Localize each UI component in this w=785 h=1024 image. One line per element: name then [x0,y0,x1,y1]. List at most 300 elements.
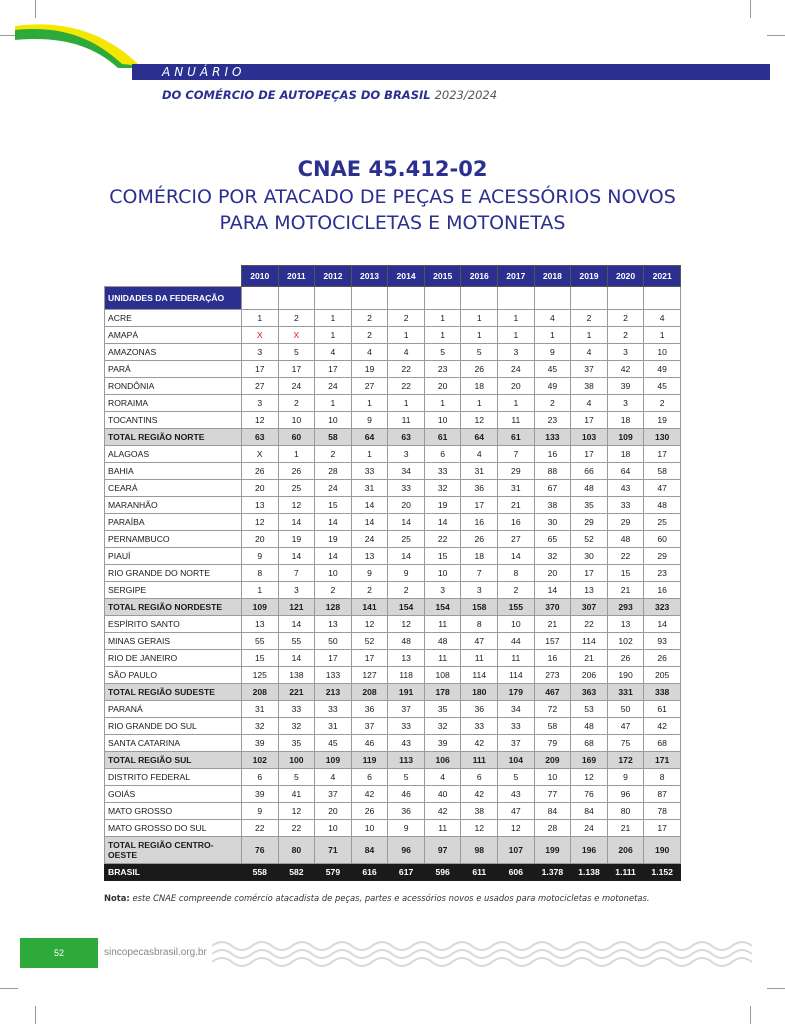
table-cell: 52 [351,633,388,650]
table-cell: 47 [644,480,681,497]
table-row [105,803,681,820]
table-cell: 17 [571,446,608,463]
table-cell: 12 [461,412,498,429]
table-cell: 206 [607,837,644,864]
table-cell: 6 [461,769,498,786]
table-cell: 14 [388,548,425,565]
row-label: MINAS GERAIS [105,633,242,650]
table-cell: 10 [424,565,461,582]
page-title: CNAE 45.412-02 [297,157,488,181]
table-row [105,769,681,786]
row-label: RIO GRANDE DO NORTE [105,565,242,582]
table-cell: 6 [242,769,279,786]
table-cell: 606 [498,864,535,881]
row-label: ESPÍRITO SANTO [105,616,242,633]
table-cell: 5 [278,344,315,361]
table-cell: 22 [607,548,644,565]
table-row [105,497,681,514]
table-cell: 617 [388,864,425,881]
table-cell: 2 [607,327,644,344]
year-header: 2013 [351,266,388,287]
table-row [105,735,681,752]
table-cell: 4 [388,344,425,361]
header-year: 2023/2024 [434,88,498,102]
table-cell: 29 [571,514,608,531]
table-cell: 58 [644,463,681,480]
table-row [105,395,681,412]
table-row [105,344,681,361]
table-cell: 18 [607,446,644,463]
table-cell: 55 [242,633,279,650]
table-cell: 11 [388,412,425,429]
table-cell: 21 [534,616,571,633]
table-cell: 13 [315,616,352,633]
table-cell: 169 [571,752,608,769]
table-cell: 16 [498,514,535,531]
table-cell: 15 [607,565,644,582]
row-label: TOTAL REGIÃO CENTRO-OESTE [105,837,242,864]
row-label: BAHIA [105,463,242,480]
table-cell: 32 [278,718,315,735]
table-cell: 17 [461,497,498,514]
row-label: PARANÁ [105,701,242,718]
table-cell: 38 [461,803,498,820]
table-cell: 119 [351,752,388,769]
table-cell: 50 [607,701,644,718]
table-cell: 221 [278,684,315,701]
table-row [105,616,681,633]
table-cell: 16 [644,582,681,599]
table-cell: 108 [424,667,461,684]
table-cell: 127 [351,667,388,684]
table-cell: 11 [424,650,461,667]
table-cell: 323 [644,599,681,616]
table-cell: 4 [571,395,608,412]
table-cell: 31 [315,718,352,735]
table-cell: 178 [424,684,461,701]
table-cell: 31 [498,480,535,497]
table-cell: 53 [571,701,608,718]
table-cell: 206 [571,667,608,684]
row-label: PERNAMBUCO [105,531,242,548]
table-cell: 26 [351,803,388,820]
table-cell: 34 [498,701,535,718]
table-cell: 3 [461,582,498,599]
table-cell: 47 [607,718,644,735]
table-cell: 14 [278,616,315,633]
table-cell: 118 [388,667,425,684]
table-cell: 96 [607,786,644,803]
year-header: 2017 [498,266,535,287]
table-cell: 1.152 [644,864,681,881]
table-cell: 42 [424,803,461,820]
table-note [104,893,650,903]
header-title: ANUÁRIO [162,65,246,79]
table-cell: 68 [644,735,681,752]
table-cell: 1 [351,395,388,412]
table-cell: 1 [461,310,498,327]
table-cell: 199 [534,837,571,864]
table-cell: 3 [242,395,279,412]
table-cell: 39 [242,786,279,803]
section-header-blank-cell [351,287,388,310]
table-cell: 10 [498,616,535,633]
table-cell: 46 [351,735,388,752]
table-cell: 17 [571,412,608,429]
table-cell: 190 [607,667,644,684]
table-row [105,565,681,582]
table-cell: X [278,327,315,344]
table-cell: 1 [644,327,681,344]
table-cell: 10 [351,820,388,837]
table-cell: 9 [534,344,571,361]
table-cell: 17 [278,361,315,378]
table-cell: 11 [498,412,535,429]
page-subtitle [0,184,785,236]
table-cell: 114 [571,633,608,650]
table-cell: 12 [388,616,425,633]
table-cell: 2 [351,327,388,344]
table-cell: 21 [571,650,608,667]
table-cell: 71 [315,837,352,864]
table-cell: 9 [388,820,425,837]
section-header-blank-cell [571,287,608,310]
row-label: BRASIL [105,864,242,881]
table-cell: 1 [571,327,608,344]
table-cell: 205 [644,667,681,684]
table-cell: 1 [498,310,535,327]
table-cell: 11 [424,616,461,633]
table-cell: 24 [571,820,608,837]
table-cell: 113 [388,752,425,769]
table-cell: 13 [242,616,279,633]
section-header-blank-cell [498,287,535,310]
region-total-row [105,837,681,864]
section-header-blank-cell [242,287,279,310]
table-cell: 27 [242,378,279,395]
table-cell: 37 [315,786,352,803]
table-cell: 121 [278,599,315,616]
note-label: Nota: [104,893,130,903]
table-cell: 109 [607,429,644,446]
section-header-blank-cell [644,287,681,310]
table-cell: X [242,327,279,344]
table-cell: 66 [571,463,608,480]
table-cell: 19 [424,497,461,514]
table-cell: 154 [388,599,425,616]
table-cell: 13 [242,497,279,514]
table-cell: 36 [461,701,498,718]
table-row [105,327,681,344]
table-cell: 12 [498,820,535,837]
table-cell: 43 [498,786,535,803]
table-cell: 5 [278,769,315,786]
table-cell: 23 [644,565,681,582]
table-cell: 293 [607,599,644,616]
table-cell: 14 [278,548,315,565]
section-header-blank-cell [388,287,425,310]
section-header-row [105,287,681,310]
table-cell: 24 [278,378,315,395]
table-cell: 52 [571,531,608,548]
table-row [105,446,681,463]
table-cell: 338 [644,684,681,701]
table-cell: 19 [351,361,388,378]
table-cell: 31 [351,480,388,497]
year-header: 2011 [278,266,315,287]
table-cell: 50 [315,633,352,650]
table-cell: 19 [278,531,315,548]
header-subtitle [162,88,497,102]
section-header-blank-cell [278,287,315,310]
table-cell: 43 [607,480,644,497]
table-cell: 42 [607,361,644,378]
table-cell: 79 [534,735,571,752]
row-label: TOTAL REGIÃO SUDESTE [105,684,242,701]
row-label: RORAIMA [105,395,242,412]
table-cell: 18 [607,412,644,429]
table-row [105,480,681,497]
table-cell: 4 [351,344,388,361]
table-cell: 467 [534,684,571,701]
table-cell: 20 [498,378,535,395]
table-cell: 363 [571,684,608,701]
table-cell: 4 [315,769,352,786]
table-cell: 47 [498,803,535,820]
table-cell: 26 [644,650,681,667]
table-cell: 12 [278,497,315,514]
table-cell: 12 [278,803,315,820]
table-cell: 35 [424,701,461,718]
row-label: MATO GROSSO [105,803,242,820]
table-cell: 12 [242,412,279,429]
table-cell: 209 [534,752,571,769]
table-cell: 22 [424,531,461,548]
year-header: 2016 [461,266,498,287]
table-cell: 9 [351,412,388,429]
table-cell: 26 [242,463,279,480]
table-cell: 30 [571,548,608,565]
table-cell: 17 [315,361,352,378]
table-row [105,463,681,480]
table-cell: 33 [424,463,461,480]
table-cell: 98 [461,837,498,864]
table-cell: 4 [571,344,608,361]
table-cell: 5 [498,769,535,786]
table-cell: 1.138 [571,864,608,881]
page-number: 52 [54,948,65,958]
table-cell: 1 [498,327,535,344]
page-subtitle-line-2: PARA MOTOCICLETAS E MOTONETAS [219,212,566,234]
table-cell: 48 [644,497,681,514]
table-cell: 20 [534,565,571,582]
table-cell: 76 [571,786,608,803]
table-cell: 63 [388,429,425,446]
table-cell: 3 [607,344,644,361]
table-cell: 97 [424,837,461,864]
table-cell: 32 [424,718,461,735]
table-row [105,701,681,718]
table-cell: 48 [607,531,644,548]
table-cell: 15 [315,497,352,514]
table-cell: 370 [534,599,571,616]
table-cell: 1 [498,395,535,412]
row-label: PARÁ [105,361,242,378]
table-cell: 172 [607,752,644,769]
table-cell: 60 [278,429,315,446]
table-cell: 17 [351,650,388,667]
table-cell: 29 [498,463,535,480]
table-cell: 88 [534,463,571,480]
table-cell: 2 [571,310,608,327]
table-cell: 20 [424,378,461,395]
row-label: TOTAL REGIÃO SUL [105,752,242,769]
table-cell: 14 [351,514,388,531]
table-cell: 36 [461,480,498,497]
table-cell: X [242,446,279,463]
table-cell: 331 [607,684,644,701]
table-row [105,514,681,531]
table-cell: 32 [534,548,571,565]
table-cell: 9 [242,803,279,820]
row-label: TOTAL REGIÃO NORTE [105,429,242,446]
table-cell: 6 [351,769,388,786]
table-cell: 17 [315,650,352,667]
table-cell: 1 [351,446,388,463]
table-cell: 1 [461,395,498,412]
table-cell: 33 [278,701,315,718]
table-cell: 208 [242,684,279,701]
table-row [105,718,681,735]
section-header-blank-cell [607,287,644,310]
table-cell: 63 [242,429,279,446]
row-label: CEARÁ [105,480,242,497]
table-cell: 22 [388,361,425,378]
table-cell: 138 [278,667,315,684]
section-header-blank-cell [534,287,571,310]
table-cell: 25 [278,480,315,497]
table-cell: 25 [388,531,425,548]
table-cell: 80 [607,803,644,820]
table-cell: 49 [534,378,571,395]
table-cell: 14 [534,582,571,599]
table-cell: 273 [534,667,571,684]
table-cell: 3 [424,582,461,599]
table-cell: 61 [644,701,681,718]
crop-mark [35,1006,36,1024]
table-cell: 48 [571,718,608,735]
row-label: MARANHÃO [105,497,242,514]
table-cell: 5 [424,344,461,361]
table-cell: 24 [315,480,352,497]
table-cell: 10 [315,820,352,837]
table-cell: 61 [424,429,461,446]
table-cell: 29 [607,514,644,531]
table-cell: 42 [644,718,681,735]
table-cell: 37 [498,735,535,752]
table-cell: 18 [461,378,498,395]
table-cell: 40 [424,786,461,803]
section-header-blank-cell [424,287,461,310]
table-cell: 106 [424,752,461,769]
grand-total-row [105,864,681,881]
table-cell: 27 [351,378,388,395]
table-cell: 2 [644,395,681,412]
table-cell: 5 [388,769,425,786]
table-cell: 9 [388,565,425,582]
table-cell: 34 [388,463,425,480]
table-row [105,650,681,667]
table-cell: 14 [278,514,315,531]
table-cell: 1 [461,327,498,344]
table-cell: 133 [534,429,571,446]
table-cell: 4 [534,310,571,327]
table-cell: 158 [461,599,498,616]
table-cell: 104 [498,752,535,769]
table-cell: 100 [278,752,315,769]
table-cell: 10 [315,565,352,582]
year-header: 2015 [424,266,461,287]
table-cell: 17 [242,361,279,378]
table-cell: 48 [424,633,461,650]
table-cell: 78 [644,803,681,820]
row-label: PARAÍBA [105,514,242,531]
table-cell: 33 [461,718,498,735]
table-cell: 2 [607,310,644,327]
table-cell: 9 [242,548,279,565]
table-cell: 20 [388,497,425,514]
table-cell: 77 [534,786,571,803]
table-cell: 14 [315,548,352,565]
table-cell: 39 [607,378,644,395]
year-header: 2010 [242,266,279,287]
table-cell: 4 [315,344,352,361]
table-cell: 64 [461,429,498,446]
table-row [105,667,681,684]
table-cell: 133 [315,667,352,684]
table-cell: 30 [534,514,571,531]
table-cell: 179 [498,684,535,701]
table-cell: 43 [388,735,425,752]
row-label: GOIÁS [105,786,242,803]
section-header-label: UNIDADES DA FEDERAÇÃO [105,287,242,310]
table-cell: 58 [534,718,571,735]
table-cell: 15 [424,548,461,565]
year-header: 2020 [607,266,644,287]
table-cell: 58 [315,429,352,446]
crop-mark [0,988,18,989]
table-cell: 102 [242,752,279,769]
table-cell: 114 [461,667,498,684]
row-label: TOTAL REGIÃO NORDESTE [105,599,242,616]
table-cell: 45 [644,378,681,395]
table-row [105,786,681,803]
row-label: ALAGOAS [105,446,242,463]
region-total-row [105,599,681,616]
table-cell: 196 [571,837,608,864]
table-cell: 12 [461,820,498,837]
table-cell: 154 [424,599,461,616]
table-cell: 60 [644,531,681,548]
table-cell: 190 [644,837,681,864]
table-cell: 13 [388,650,425,667]
table-cell: 12 [351,616,388,633]
table-cell: 65 [534,531,571,548]
crop-mark [767,988,785,989]
table-cell: 33 [351,463,388,480]
table-cell: 37 [388,701,425,718]
table-cell: 46 [388,786,425,803]
